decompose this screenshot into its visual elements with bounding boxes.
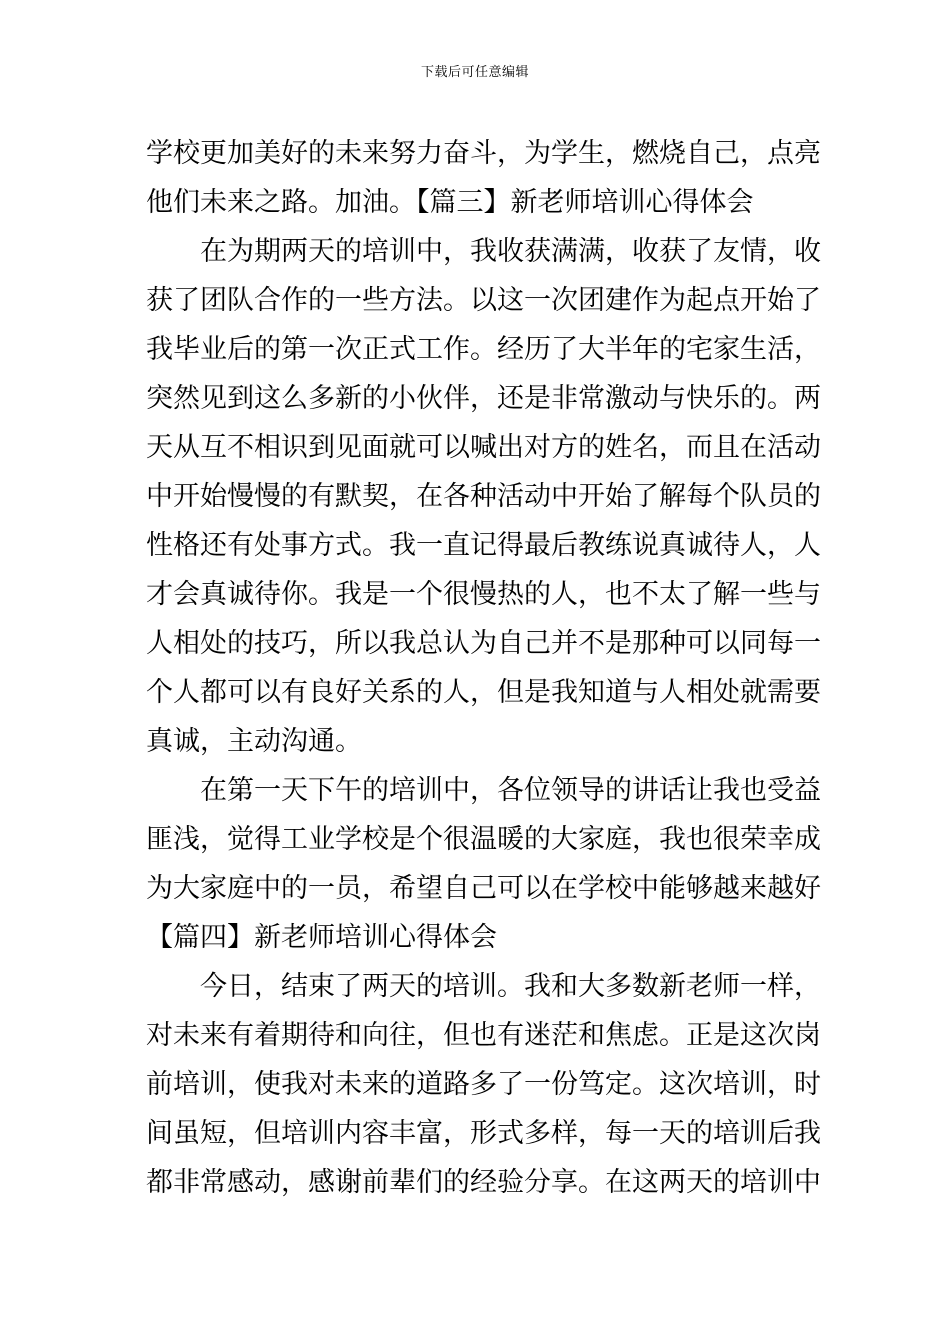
text-line: 中开始慢慢的有默契，在各种活动中开始了解每个队员的 bbox=[146, 481, 821, 512]
text-line: 真诚，主动沟通。 bbox=[146, 726, 362, 757]
text-line: 为大家庭中的一员，希望自己可以在学校中能够越来越好 bbox=[146, 873, 821, 904]
text-line: 今日，结束了两天的培训。我和大多数新老师一样， bbox=[200, 971, 821, 1002]
text-line: 间虽短，但培训内容丰富，形式多样，每一天的培训后我 bbox=[146, 1118, 821, 1149]
text-line: 个人都可以有良好关系的人，但是我知道与人相处就需要 bbox=[146, 677, 821, 708]
text-line: 匪浅，觉得工业学校是个很温暖的大家庭，我也很荣幸成 bbox=[146, 824, 821, 855]
text-line: 在为期两天的培训中，我收获满满，收获了友情，收 bbox=[200, 236, 821, 267]
text-line: 前培训，使我对未来的道路多了一份笃定。这次培训，时 bbox=[146, 1069, 821, 1100]
text-line: 才会真诚待你。我是一个很慢热的人，也不太了解一些与 bbox=[146, 579, 821, 610]
text-line: 在第一天下午的培训中，各位领导的讲话让我也受益 bbox=[200, 775, 821, 806]
text-line: 他们未来之路。加油。【篇三】新老师培训心得体会 bbox=[146, 187, 754, 218]
text-line: 突然见到这么多新的小伙伴，还是非常激动与快乐的。两 bbox=[146, 383, 821, 414]
text-line: 都非常感动，感谢前辈们的经验分享。在这两天的培训中 bbox=[146, 1167, 821, 1198]
page-header: 下载后可任意编辑 bbox=[420, 65, 529, 80]
text-line: 获了团队合作的一些方法。以这一次团建作为起点开始了 bbox=[146, 285, 821, 316]
text-line: 我毕业后的第一次正式工作。经历了大半年的宅家生活， bbox=[146, 334, 821, 365]
text-line: 人相处的技巧，所以我总认为自己并不是那种可以同每一 bbox=[146, 628, 821, 659]
text-line: 天从互不相识到见面就可以喊出对方的姓名，而且在活动 bbox=[146, 432, 821, 463]
section-heading-line: 【篇四】新老师培训心得体会 bbox=[146, 922, 497, 953]
text-line: 性格还有处事方式。我一直记得最后教练说真诚待人，人 bbox=[146, 530, 821, 561]
text-line: 对未来有着期待和向往，但也有迷茫和焦虑。正是这次岗 bbox=[146, 1020, 821, 1051]
document-body bbox=[146, 129, 821, 1207]
text-line: 学校更加美好的未来努力奋斗，为学生，燃烧自己，点亮 bbox=[146, 138, 821, 169]
